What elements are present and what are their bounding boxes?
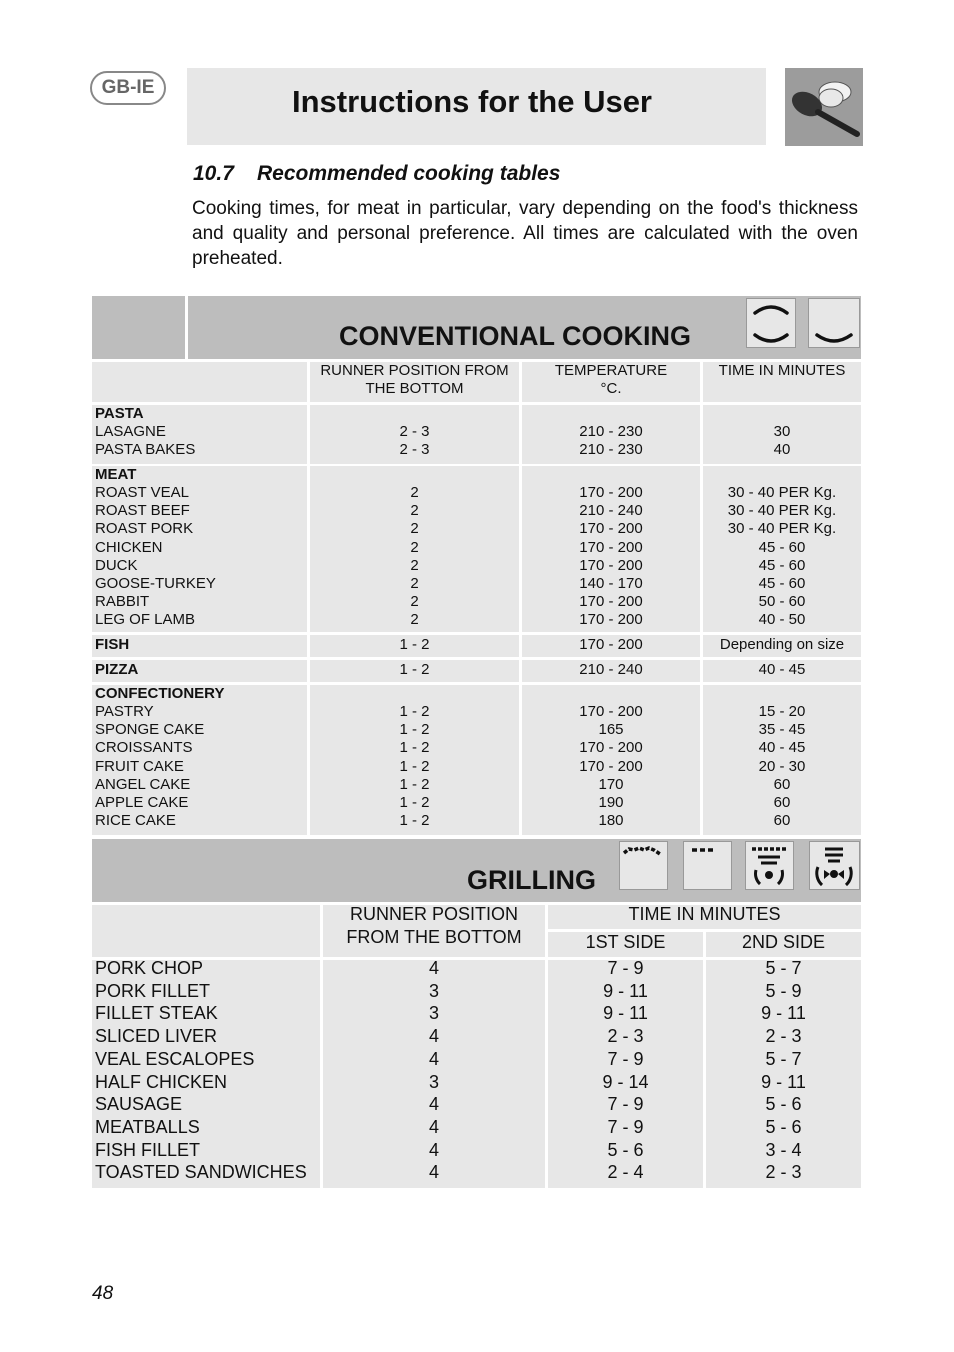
fan-grill-large-icon xyxy=(809,841,860,890)
chef-spoon-icon xyxy=(785,68,863,146)
food-list: ROAST VEAL ROAST BEEF ROAST PORK CHICKEN DUCK GOOSE-TURKEY RABBIT LEG OF LAMB xyxy=(95,484,216,629)
time-values: Depending on size xyxy=(719,636,845,653)
language-badge: GB-IE xyxy=(90,71,166,105)
table-row-meat xyxy=(92,466,307,632)
runner-cell xyxy=(310,660,519,682)
time-cell xyxy=(703,685,861,835)
table-row-pizza xyxy=(92,660,307,682)
grill-first-side-column xyxy=(548,960,703,1188)
grilling-title: GRILLING xyxy=(467,865,596,895)
top-bottom-heating-icon xyxy=(746,298,796,348)
temperature-cell xyxy=(522,466,700,632)
small-grill-icon xyxy=(619,841,668,890)
runner-values: 1 - 2 xyxy=(399,636,430,653)
temperature-values: 170 - 200 210 - 240 170 - 200 170 - 200 170 - 200 140 - 170 170 - 200 170 - 200 xyxy=(579,484,643,629)
time-label: TIME IN MINUTES xyxy=(718,362,846,379)
group-name: MEAT xyxy=(95,466,137,483)
page-number: 48 xyxy=(92,1283,114,1304)
second-side-label: 2ND SIDE xyxy=(741,932,826,952)
runner-values: 1 - 2 xyxy=(399,661,430,678)
bottom-heating-icon xyxy=(808,298,860,348)
table-row-confectionery xyxy=(92,685,307,835)
section-heading xyxy=(193,162,560,186)
grill-food-list: PORK CHOP PORK FILLET FILLET STEAK SLICED LIVER VEAL ESCALOPES HALF CHICKEN SAUSAGE MEATBALLS FISH FILLET TOASTED SANDWICHES xyxy=(95,958,307,1183)
time-label: TIME IN MINUTES xyxy=(628,904,781,924)
group-name: PIZZA xyxy=(95,661,139,678)
section-number: 10.7 xyxy=(193,162,234,185)
runner-position-label: RUNNER POSITION FROM THE BOTTOM xyxy=(346,904,522,947)
grill-header-runner xyxy=(323,905,545,957)
grill-icon xyxy=(683,841,732,890)
grill-second-side-column xyxy=(706,960,861,1188)
title-bar xyxy=(187,68,766,145)
temperature-cell xyxy=(522,685,700,835)
time-values: 30 - 40 PER Kg. 30 - 40 PER Kg. 30 - 40 PER Kg. 45 - 60 45 - 60 45 - 60 50 - 60 40 - 50 xyxy=(727,484,837,629)
grill-food-column xyxy=(92,960,320,1188)
runner-cell xyxy=(310,405,519,464)
food-list: LASAGNE PASTA BAKES xyxy=(95,423,196,459)
runner-values: 2 - 3 2 - 3 xyxy=(399,423,430,459)
runner-cell xyxy=(310,685,519,835)
temperature-values: 210 - 230 210 - 230 xyxy=(579,423,643,459)
food-list: PASTRY SPONGE CAKE CROISSANTS FRUIT CAKE ANGEL CAKE APPLE CAKE RICE CAKE xyxy=(95,703,205,830)
grill-header-food xyxy=(92,905,320,957)
time-cell xyxy=(703,635,861,657)
column-header-time xyxy=(703,362,861,402)
grill-runner-column xyxy=(323,960,545,1188)
grill-header-first-side xyxy=(548,932,703,957)
grill-header-time xyxy=(548,905,861,929)
first-side-label: 1ST SIDE xyxy=(585,932,666,952)
temperature-cell xyxy=(522,660,700,682)
grill-second-side-values: 5 - 7 5 - 9 9 - 11 2 - 3 5 - 7 9 - 11 5 - 6 5 - 6 3 - 4 2 - 3 xyxy=(761,958,806,1183)
temperature-cell xyxy=(522,405,700,464)
time-values: 30 40 xyxy=(773,423,791,459)
runner-cell xyxy=(310,466,519,632)
runner-values: 1 - 2 1 - 2 1 - 2 1 - 2 1 - 2 1 - 2 1 - 2 xyxy=(399,703,430,830)
section-title: Recommended cooking tables xyxy=(257,162,561,185)
temperature-label: TEMPERATURE °C. xyxy=(554,362,668,398)
temperature-values: 170 - 200 xyxy=(579,636,643,653)
grill-first-side-values: 7 - 9 9 - 11 9 - 11 2 - 3 7 - 9 9 - 14 7 - 9 7 - 9 5 - 6 2 - 4 xyxy=(602,958,649,1183)
table-row-pasta xyxy=(92,405,307,464)
runner-position-label: RUNNER POSITION FROM THE BOTTOM xyxy=(320,362,509,398)
grill-header-second-side xyxy=(706,932,861,957)
column-header-runner xyxy=(310,362,519,402)
grill-runner-values: 4 3 3 4 4 3 4 4 4 4 xyxy=(428,958,439,1183)
column-header-temperature xyxy=(522,362,700,402)
temperature-values: 170 - 200 165 170 - 200 170 - 200 170 190 180 xyxy=(579,703,643,830)
time-values: 40 - 45 xyxy=(758,661,806,678)
temperature-values: 210 - 240 xyxy=(579,661,643,678)
group-name: PASTA xyxy=(95,405,144,422)
temperature-cell xyxy=(522,635,700,657)
table-row-fish xyxy=(92,635,307,657)
fan-grill-icon xyxy=(745,841,794,890)
intro-paragraph: Cooking times, for meat in particular, vary depending on the food's thickness and quality and personal preference. All times are calculated with the oven preheated. xyxy=(192,198,858,269)
time-cell xyxy=(703,405,861,464)
group-name: FISH xyxy=(95,636,130,653)
conventional-header-left xyxy=(92,296,185,359)
column-header-food xyxy=(92,362,307,402)
runner-cell xyxy=(310,635,519,657)
time-cell xyxy=(703,466,861,632)
conventional-title: CONVENTIONAL COOKING xyxy=(339,321,692,351)
page-title: Instructions for the User xyxy=(292,84,652,119)
group-name: CONFECTIONERY xyxy=(95,685,225,702)
time-cell xyxy=(703,660,861,682)
runner-values: 2 2 2 2 2 2 2 2 xyxy=(410,484,419,629)
time-values: 15 - 20 35 - 45 40 - 45 20 - 30 60 60 60 xyxy=(758,703,806,830)
